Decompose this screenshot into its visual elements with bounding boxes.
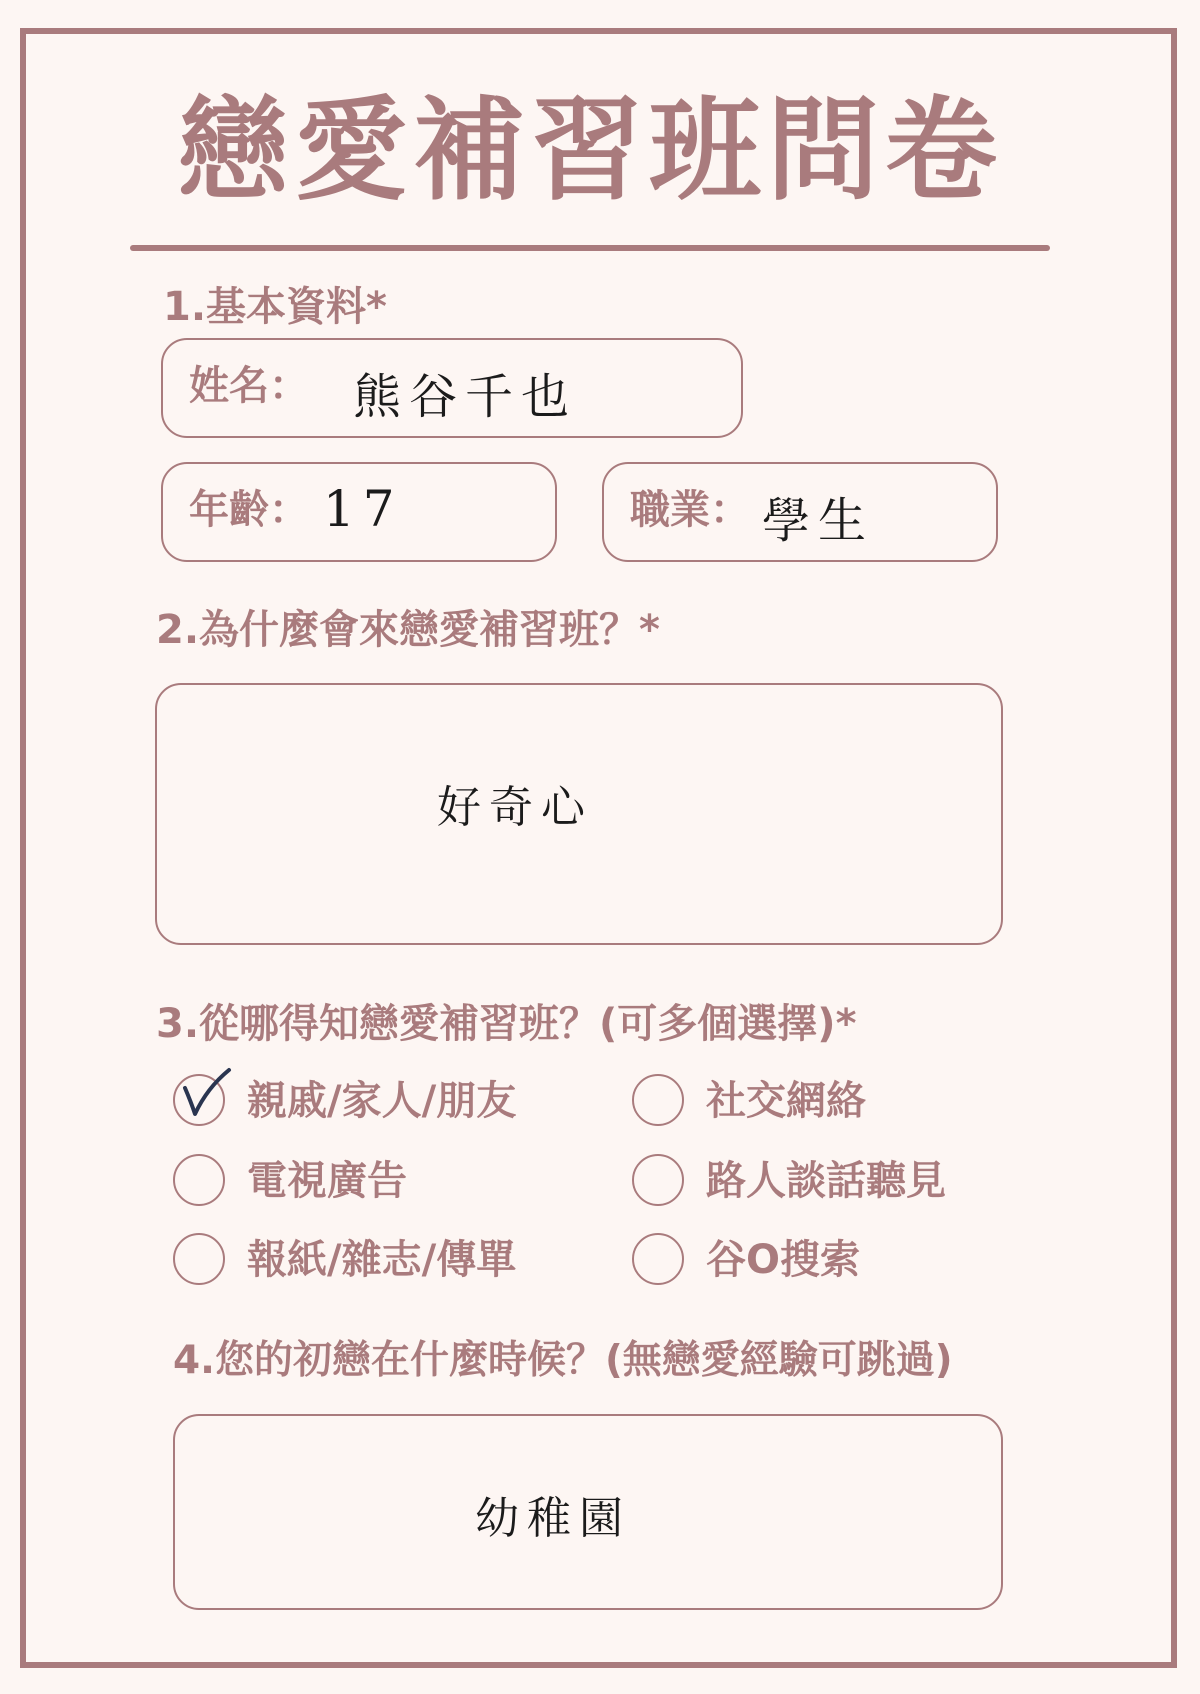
- option-relatives-friends[interactable]: [173, 1074, 573, 1130]
- first-love-answer-text: 幼稚園: [475, 1493, 631, 1544]
- checkmark-icon: [179, 1062, 241, 1124]
- option-label: 報紙/雜志/傳單: [247, 1237, 517, 1283]
- option-label: 路人談話聽見: [706, 1158, 946, 1204]
- option-overheard[interactable]: [632, 1154, 1032, 1210]
- form-title: 戀愛補習班問卷: [177, 86, 1003, 216]
- option-tv-ads[interactable]: [173, 1154, 573, 1210]
- option-label: 親戚/家人/朋友: [247, 1078, 517, 1124]
- name-label: 姓名：: [189, 363, 309, 409]
- reason-answer-text: 好奇心: [437, 782, 593, 833]
- option-print-media[interactable]: [173, 1233, 573, 1289]
- name-value: 熊谷千也: [353, 369, 578, 425]
- age-label: 年齡：: [189, 487, 309, 533]
- option-label: 谷O搜索: [706, 1237, 861, 1283]
- title-divider: [130, 245, 1050, 251]
- option-label: 電視廣告: [247, 1158, 407, 1204]
- age-value: 17: [323, 480, 403, 538]
- option-label: 社交網絡: [706, 1078, 866, 1124]
- option-radio[interactable]: [632, 1154, 684, 1206]
- option-search-engine[interactable]: [632, 1233, 1032, 1289]
- option-radio[interactable]: [632, 1233, 684, 1285]
- question-1-label: 1.基本資料*: [163, 284, 387, 330]
- occupation-label: 職業：: [630, 487, 750, 533]
- occupation-field[interactable]: [602, 462, 998, 562]
- question-2-label: 2.為什麼會來戀愛補習班？*: [156, 607, 660, 653]
- option-radio[interactable]: [173, 1154, 225, 1206]
- first-love-answer-box[interactable]: [173, 1414, 1003, 1610]
- occupation-value: 學生: [762, 493, 875, 549]
- reason-answer-box[interactable]: [155, 683, 1003, 945]
- name-field[interactable]: [161, 338, 743, 438]
- age-field[interactable]: [161, 462, 557, 562]
- option-radio[interactable]: [173, 1233, 225, 1285]
- option-radio[interactable]: [632, 1074, 684, 1126]
- question-4-label: 4.您的初戀在什麼時候？(無戀愛經驗可跳過): [173, 1338, 953, 1383]
- question-3-label: 3.從哪得知戀愛補習班？(可多個選擇)*: [156, 1001, 857, 1047]
- option-social-network[interactable]: [632, 1074, 1032, 1130]
